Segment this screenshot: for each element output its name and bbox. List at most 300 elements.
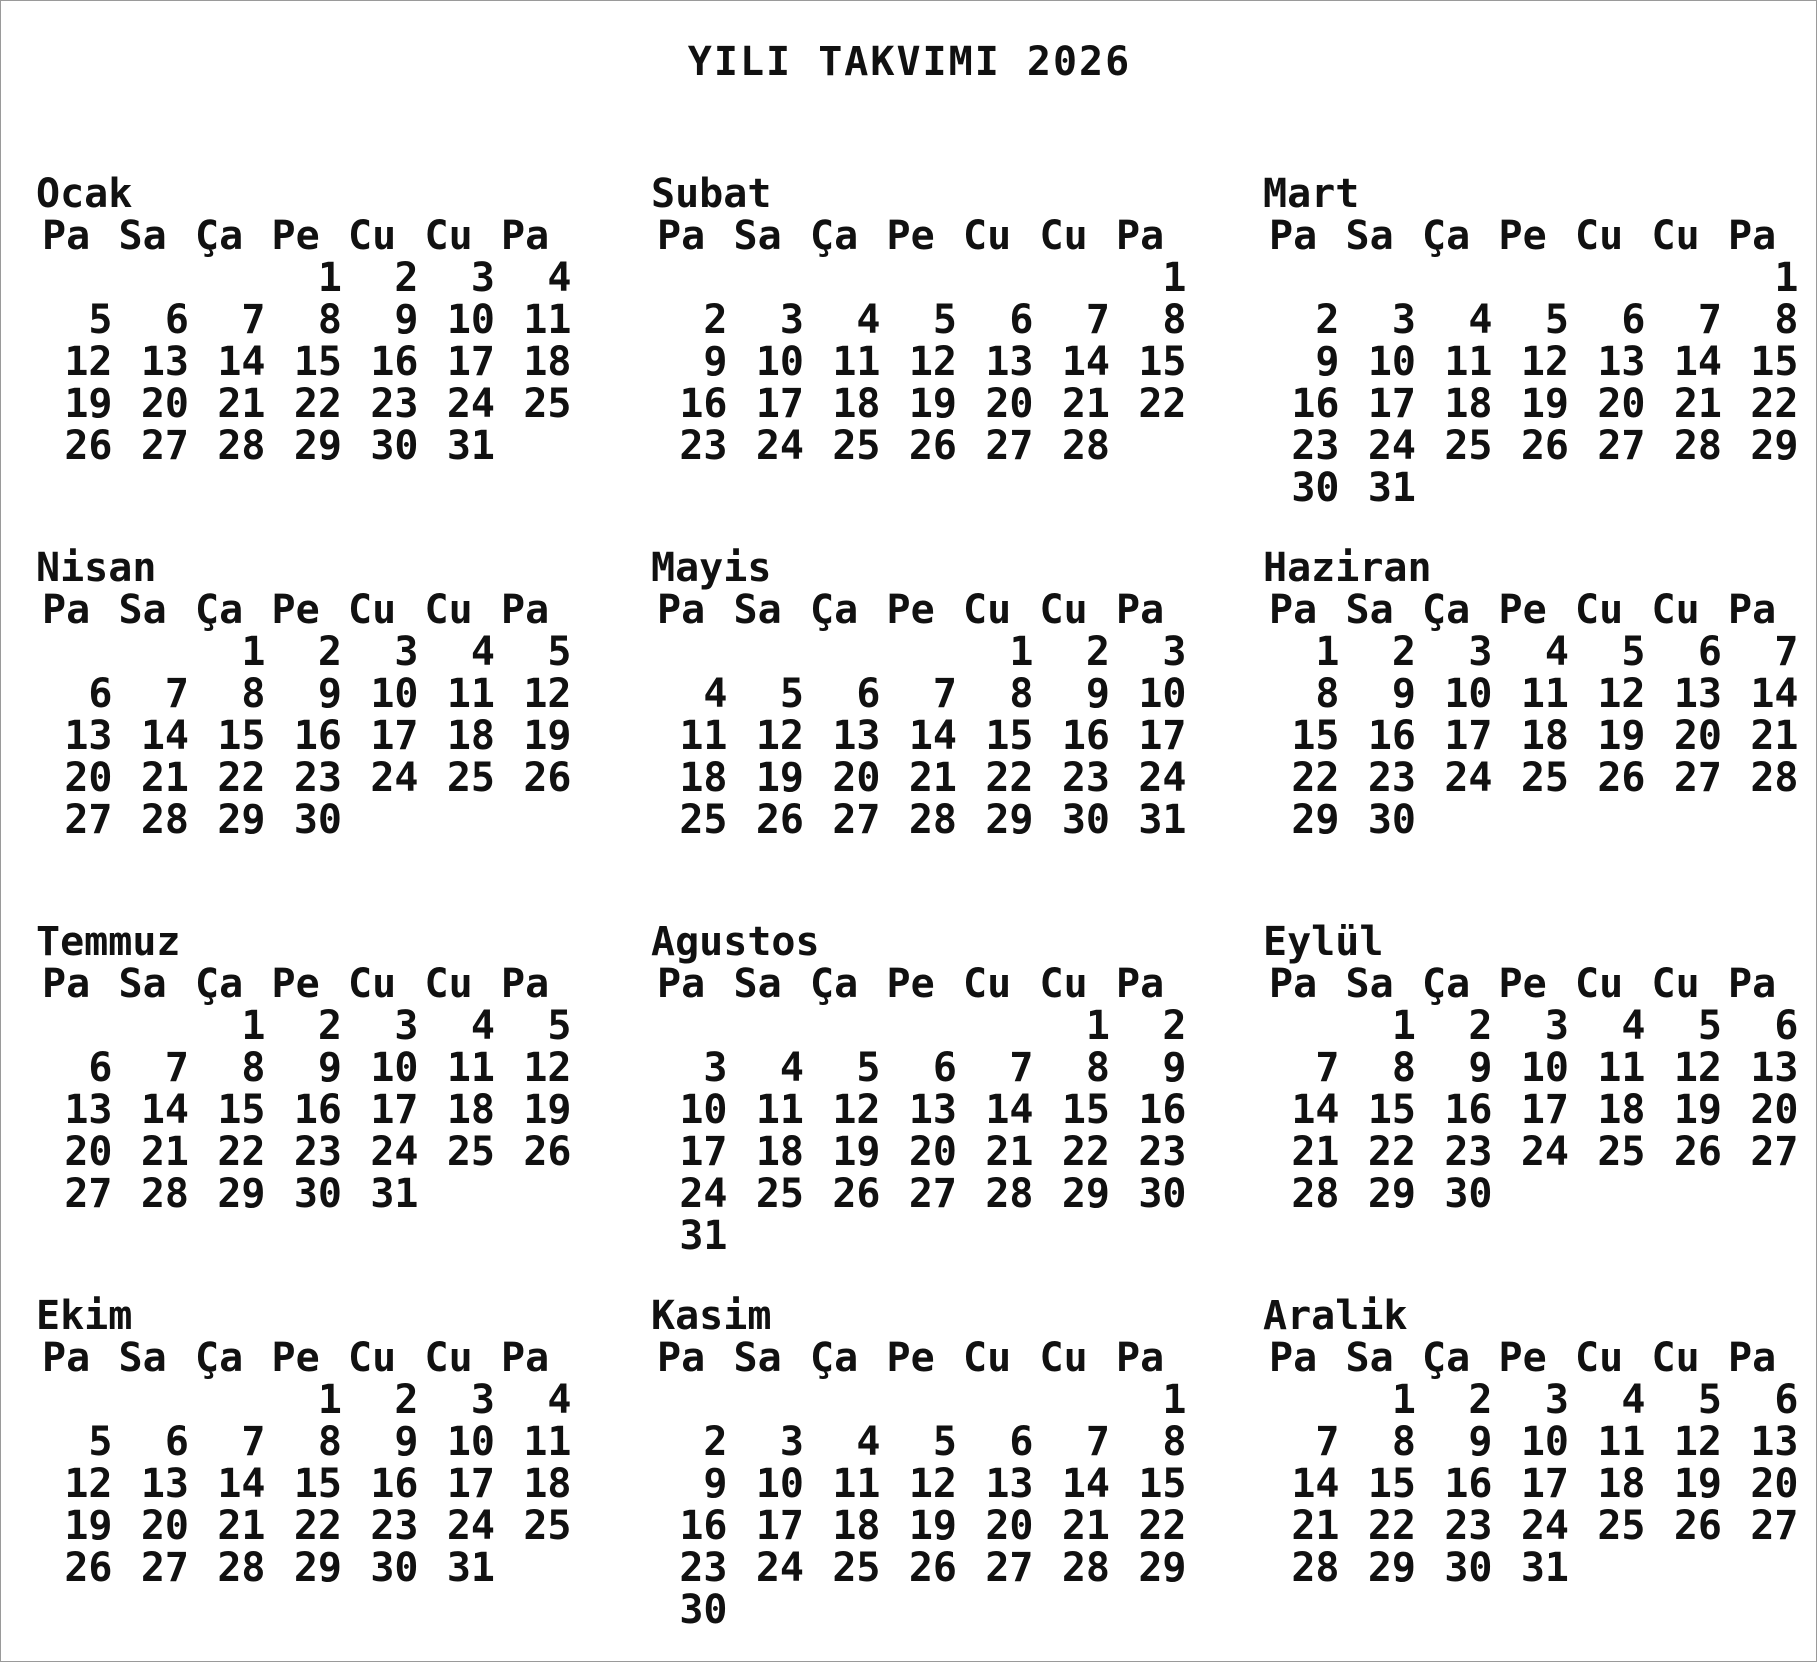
day-cell: 9 (1391, 671, 1416, 717)
day-cell: 7 (1009, 1045, 1034, 1091)
day-cell: 4 (470, 629, 495, 675)
month-name: Haziran (1263, 545, 1432, 591)
weekday-header: Cu (1575, 213, 1624, 259)
weekday-header: Cu (348, 961, 397, 1007)
day-cell (651, 1379, 728, 1421)
day-cell: 22 (293, 1503, 342, 1549)
day-cell: 22 (1061, 1129, 1110, 1175)
month-block (1263, 547, 1817, 841)
day-cell: 18 (679, 755, 728, 801)
day-cell: 21 (140, 1129, 189, 1175)
month-block (651, 921, 1211, 1257)
day-cell: 8 (241, 1045, 266, 1091)
weekday-header: Ça (1422, 1335, 1471, 1381)
day-cell (1263, 257, 1340, 299)
weekday-header: Pa (501, 213, 550, 259)
week-row (1263, 1505, 1817, 1547)
day-cell: 8 (1391, 1419, 1416, 1465)
day-cell (728, 631, 805, 673)
weekday-header: Pa (501, 587, 550, 633)
day-cell (36, 1005, 113, 1047)
day-cell: 19 (523, 1087, 572, 1133)
day-cell: 21 (985, 1129, 1034, 1175)
day-cell: 24 (755, 423, 804, 469)
day-cell: 15 (1061, 1087, 1110, 1133)
day-cell: 18 (523, 1461, 572, 1507)
weekday-header: Pa (1269, 1335, 1318, 1381)
day-cell: 27 (140, 1545, 189, 1591)
weekday-header: Pe (886, 213, 935, 259)
weekday-header: Pe (886, 1335, 935, 1381)
day-cell: 3 (779, 297, 804, 343)
day-cell: 30 (1138, 1171, 1187, 1217)
day-cell: 28 (908, 797, 957, 843)
weekday-header: Cu (1651, 1335, 1700, 1381)
day-cell (957, 1215, 1034, 1257)
day-cell: 10 (446, 1419, 495, 1465)
day-cell: 9 (317, 671, 342, 717)
week-row (36, 1047, 596, 1089)
day-cell: 11 (1597, 1045, 1646, 1091)
day-cell: 17 (370, 1087, 419, 1133)
day-cell: 28 (1291, 1545, 1340, 1591)
weekday-header: Sa (733, 961, 782, 1007)
day-cell: 3 (1544, 1377, 1569, 1423)
weekday-header: Ça (810, 213, 859, 259)
month-block (1263, 173, 1817, 509)
weekday-header: Pa (42, 587, 91, 633)
day-cell (957, 1589, 1034, 1631)
day-cell: 19 (523, 713, 572, 759)
day-cell: 28 (1061, 423, 1110, 469)
day-cell: 19 (755, 755, 804, 801)
day-cell: 2 (394, 255, 419, 301)
day-cell: 14 (1061, 339, 1110, 385)
day-cell: 14 (1291, 1461, 1340, 1507)
day-cell: 29 (293, 423, 342, 469)
weekday-header: Pe (271, 961, 320, 1007)
day-cell: 31 (1520, 1545, 1569, 1591)
week-row (1263, 299, 1817, 341)
day-cell: 11 (1597, 1419, 1646, 1465)
month-block (36, 547, 596, 841)
day-cell (1110, 1589, 1187, 1631)
weekday-header: Cu (963, 961, 1012, 1007)
day-cell: 24 (446, 381, 495, 427)
day-cell: 21 (1750, 713, 1799, 759)
day-cell: 29 (985, 797, 1034, 843)
day-cell: 11 (523, 297, 572, 343)
day-cell: 15 (1138, 339, 1187, 385)
day-cell: 14 (1750, 671, 1799, 717)
day-cell (804, 1005, 881, 1047)
day-cell: 18 (446, 1087, 495, 1133)
day-cell (1416, 799, 1493, 841)
day-cell: 13 (908, 1087, 957, 1133)
day-cell: 8 (1009, 671, 1034, 717)
week-row (651, 1547, 1211, 1589)
day-cell: 3 (1391, 297, 1416, 343)
day-cell: 19 (1520, 381, 1569, 427)
day-cell: 13 (985, 339, 1034, 385)
day-cell: 6 (932, 1045, 957, 1091)
day-cell: 7 (241, 297, 266, 343)
day-cell: 1 (1391, 1377, 1416, 1423)
day-cell: 15 (985, 713, 1034, 759)
weekday-header: Pa (1728, 1335, 1777, 1381)
day-cell: 4 (1621, 1003, 1646, 1049)
day-cell: 26 (1520, 423, 1569, 469)
day-cell: 27 (64, 797, 113, 843)
day-cell (1569, 257, 1646, 299)
day-cell: 2 (703, 1419, 728, 1465)
day-cell: 26 (1673, 1503, 1722, 1549)
day-cell: 16 (1367, 713, 1416, 759)
day-cell: 20 (832, 755, 881, 801)
day-cell: 24 (1138, 755, 1187, 801)
day-cell: 19 (64, 1503, 113, 1549)
day-cell: 27 (1673, 755, 1722, 801)
day-cell (804, 1379, 881, 1421)
weekday-header: Cu (963, 587, 1012, 633)
weekday-header: Cu (1039, 961, 1088, 1007)
day-cell: 14 (1291, 1087, 1340, 1133)
day-cell: 18 (1597, 1087, 1646, 1133)
week-row (1263, 1005, 1817, 1047)
day-cell (1646, 799, 1723, 841)
day-cell: 25 (1520, 755, 1569, 801)
day-cell: 7 (1315, 1045, 1340, 1091)
day-cell: 23 (293, 755, 342, 801)
month-name: Temmuz (36, 919, 181, 965)
day-cell: 23 (679, 1545, 728, 1591)
day-cell: 30 (1291, 465, 1340, 511)
day-cell: 16 (293, 713, 342, 759)
day-cell: 9 (703, 1461, 728, 1507)
month-block (36, 173, 596, 467)
week-row (36, 341, 596, 383)
day-cell (881, 1005, 958, 1047)
day-cell: 18 (1444, 381, 1493, 427)
day-cell: 2 (394, 1377, 419, 1423)
week-row (1263, 467, 1817, 509)
day-cell: 28 (1673, 423, 1722, 469)
week-row (651, 1005, 1211, 1047)
day-cell (957, 1379, 1034, 1421)
day-cell (113, 631, 190, 673)
day-cell: 11 (446, 671, 495, 717)
weekday-header: Pa (1728, 961, 1777, 1007)
day-cell: 7 (1085, 1419, 1110, 1465)
day-cell: 20 (140, 381, 189, 427)
weekday-header: Sa (733, 1335, 782, 1381)
day-cell: 7 (164, 671, 189, 717)
week-row (36, 383, 596, 425)
day-cell: 24 (755, 1545, 804, 1591)
day-cell: 23 (370, 1503, 419, 1549)
day-cell: 12 (1673, 1045, 1722, 1091)
day-cell (1493, 257, 1570, 299)
day-cell: 10 (370, 1045, 419, 1091)
day-cell: 27 (985, 1545, 1034, 1591)
day-cell: 6 (1774, 1003, 1799, 1049)
month-block (1263, 1295, 1817, 1589)
weekday-header: Sa (1345, 1335, 1394, 1381)
month-block (1263, 921, 1817, 1215)
weekday-header: Pe (1498, 1335, 1547, 1381)
day-cell: 14 (1673, 339, 1722, 385)
day-cell: 29 (1291, 797, 1340, 843)
day-cell: 10 (755, 339, 804, 385)
week-row (651, 673, 1211, 715)
day-cell: 25 (1597, 1503, 1646, 1549)
day-cell: 4 (856, 1419, 881, 1465)
day-cell: 22 (217, 755, 266, 801)
day-cell (189, 1379, 266, 1421)
month-name: Ocak (36, 171, 133, 217)
day-cell: 8 (317, 1419, 342, 1465)
day-cell (1646, 257, 1723, 299)
day-cell: 22 (293, 381, 342, 427)
weekday-header: Pa (42, 961, 91, 1007)
weekday-header: Ça (810, 961, 859, 1007)
day-cell: 24 (1367, 423, 1416, 469)
day-cell: 5 (1697, 1377, 1722, 1423)
day-cell: 1 (1085, 1003, 1110, 1049)
day-cell: 23 (679, 423, 728, 469)
month-name: Mayis (651, 545, 772, 591)
weekday-header: Sa (118, 213, 167, 259)
day-cell: 4 (1544, 629, 1569, 675)
day-cell: 4 (547, 255, 572, 301)
week-row (1263, 1421, 1817, 1463)
day-cell: 25 (832, 423, 881, 469)
day-cell (113, 257, 190, 299)
day-cell: 29 (293, 1545, 342, 1591)
weekday-header: Cu (1575, 587, 1624, 633)
day-cell: 13 (140, 339, 189, 385)
weekday-header: Pe (886, 961, 935, 1007)
day-cell: 28 (140, 797, 189, 843)
weekday-header: Sa (1345, 587, 1394, 633)
day-cell: 23 (1367, 755, 1416, 801)
week-row (651, 1505, 1211, 1547)
month-name: Nisan (36, 545, 157, 591)
day-cell: 18 (755, 1129, 804, 1175)
day-cell (1569, 467, 1646, 509)
day-cell: 6 (88, 1045, 113, 1091)
day-cell: 9 (1468, 1045, 1493, 1091)
day-cell (36, 631, 113, 673)
weekday-header: Ça (810, 1335, 859, 1381)
week-row (36, 715, 596, 757)
day-cell: 29 (1061, 1171, 1110, 1217)
day-cell: 3 (394, 629, 419, 675)
day-cell: 28 (1750, 755, 1799, 801)
week-row (1263, 1379, 1817, 1421)
day-cell (728, 257, 805, 299)
day-cell: 29 (1750, 423, 1799, 469)
weekday-header: Cu (424, 961, 473, 1007)
day-cell: 30 (1444, 1545, 1493, 1591)
weekday-header: Sa (733, 587, 782, 633)
day-cell: 10 (1520, 1419, 1569, 1465)
weekday-header: Cu (424, 1335, 473, 1381)
week-row (36, 257, 596, 299)
weekday-header: Cu (348, 213, 397, 259)
week-row (36, 673, 596, 715)
day-cell: 13 (1750, 1419, 1799, 1465)
weekday-header-row (651, 215, 1211, 257)
day-cell: 15 (293, 339, 342, 385)
day-cell: 10 (1367, 339, 1416, 385)
day-cell: 6 (856, 671, 881, 717)
day-cell: 16 (1061, 713, 1110, 759)
day-cell: 21 (1061, 1503, 1110, 1549)
day-cell: 4 (470, 1003, 495, 1049)
week-row (651, 383, 1211, 425)
day-cell: 14 (1061, 1461, 1110, 1507)
day-cell: 30 (1367, 797, 1416, 843)
day-cell (1646, 1547, 1723, 1589)
day-cell: 5 (1544, 297, 1569, 343)
day-cell: 5 (547, 1003, 572, 1049)
weekday-header-row (36, 589, 596, 631)
day-cell: 1 (241, 629, 266, 675)
weekday-header: Pe (1498, 213, 1547, 259)
day-cell: 15 (293, 1461, 342, 1507)
week-row (36, 631, 596, 673)
weekday-header: Cu (1651, 961, 1700, 1007)
day-cell (1110, 425, 1187, 467)
weekday-header: Cu (963, 1335, 1012, 1381)
day-cell: 8 (1162, 1419, 1187, 1465)
day-cell: 30 (1061, 797, 1110, 843)
week-row (36, 757, 596, 799)
day-cell: 8 (1391, 1045, 1416, 1091)
day-cell: 9 (317, 1045, 342, 1091)
day-cell (1722, 1547, 1799, 1589)
week-row (36, 1379, 596, 1421)
day-cell: 22 (1367, 1503, 1416, 1549)
week-row (1263, 1089, 1817, 1131)
month-block (36, 921, 596, 1215)
day-cell: 18 (832, 1503, 881, 1549)
day-cell: 24 (1520, 1503, 1569, 1549)
week-row (651, 799, 1211, 841)
day-cell: 17 (1367, 381, 1416, 427)
day-cell: 11 (446, 1045, 495, 1091)
day-cell (1110, 1215, 1187, 1257)
week-row (651, 1215, 1211, 1257)
weekday-header: Cu (1651, 213, 1700, 259)
week-row (651, 1463, 1211, 1505)
day-cell: 31 (370, 1171, 419, 1217)
day-cell: 9 (1315, 339, 1340, 385)
week-row (651, 1589, 1211, 1631)
day-cell: 3 (1544, 1003, 1569, 1049)
day-cell: 20 (1597, 381, 1646, 427)
day-cell: 2 (1085, 629, 1110, 675)
day-cell: 21 (1061, 381, 1110, 427)
day-cell: 29 (217, 1171, 266, 1217)
weekday-header: Ça (195, 213, 244, 259)
day-cell: 17 (1444, 713, 1493, 759)
day-cell: 1 (1391, 1003, 1416, 1049)
weekday-header: Pa (501, 961, 550, 1007)
month-name: Ekim (36, 1293, 133, 1339)
week-row (36, 1005, 596, 1047)
day-cell: 2 (317, 629, 342, 675)
day-cell: 10 (370, 671, 419, 717)
day-cell: 21 (1673, 381, 1722, 427)
day-cell: 12 (832, 1087, 881, 1133)
week-row (1263, 1463, 1817, 1505)
day-cell (651, 257, 728, 299)
day-cell: 30 (370, 423, 419, 469)
day-cell: 15 (217, 713, 266, 759)
day-cell: 12 (523, 1045, 572, 1091)
day-cell: 25 (755, 1171, 804, 1217)
weekday-header-row (36, 1337, 596, 1379)
weekday-header: Pa (657, 587, 706, 633)
week-row (1263, 799, 1817, 841)
day-cell: 14 (140, 713, 189, 759)
weekday-header-row (36, 963, 596, 1005)
weekday-header: Cu (1651, 587, 1700, 633)
day-cell: 19 (64, 381, 113, 427)
day-cell (495, 1173, 572, 1215)
day-cell: 18 (1597, 1461, 1646, 1507)
weekday-header: Pa (42, 1335, 91, 1381)
day-cell: 3 (703, 1045, 728, 1091)
day-cell: 13 (985, 1461, 1034, 1507)
day-cell (495, 1547, 572, 1589)
day-cell (1493, 1173, 1570, 1215)
day-cell: 9 (1085, 671, 1110, 717)
day-cell: 20 (64, 755, 113, 801)
day-cell: 22 (985, 755, 1034, 801)
weekday-header: Pa (1269, 213, 1318, 259)
week-row (651, 1379, 1211, 1421)
day-cell: 4 (1621, 1377, 1646, 1423)
day-cell: 19 (908, 381, 957, 427)
day-cell: 28 (217, 423, 266, 469)
day-cell: 21 (217, 1503, 266, 1549)
day-cell: 16 (370, 1461, 419, 1507)
day-cell (881, 1589, 958, 1631)
day-cell: 5 (1621, 629, 1646, 675)
day-cell: 5 (932, 297, 957, 343)
day-cell: 5 (88, 1419, 113, 1465)
day-cell: 1 (241, 1003, 266, 1049)
day-cell: 31 (1138, 797, 1187, 843)
day-cell: 29 (1367, 1545, 1416, 1591)
day-cell: 3 (779, 1419, 804, 1465)
day-cell (189, 257, 266, 299)
day-cell: 11 (832, 1461, 881, 1507)
weekday-header-row (651, 589, 1211, 631)
day-cell: 21 (1291, 1129, 1340, 1175)
weekday-header: Cu (348, 1335, 397, 1381)
day-cell: 28 (1291, 1171, 1340, 1217)
day-cell (728, 1379, 805, 1421)
weekday-header: Pa (1116, 1335, 1165, 1381)
day-cell (1722, 467, 1799, 509)
weekday-header-row (1263, 589, 1817, 631)
day-cell: 26 (523, 755, 572, 801)
day-cell (957, 1005, 1034, 1047)
